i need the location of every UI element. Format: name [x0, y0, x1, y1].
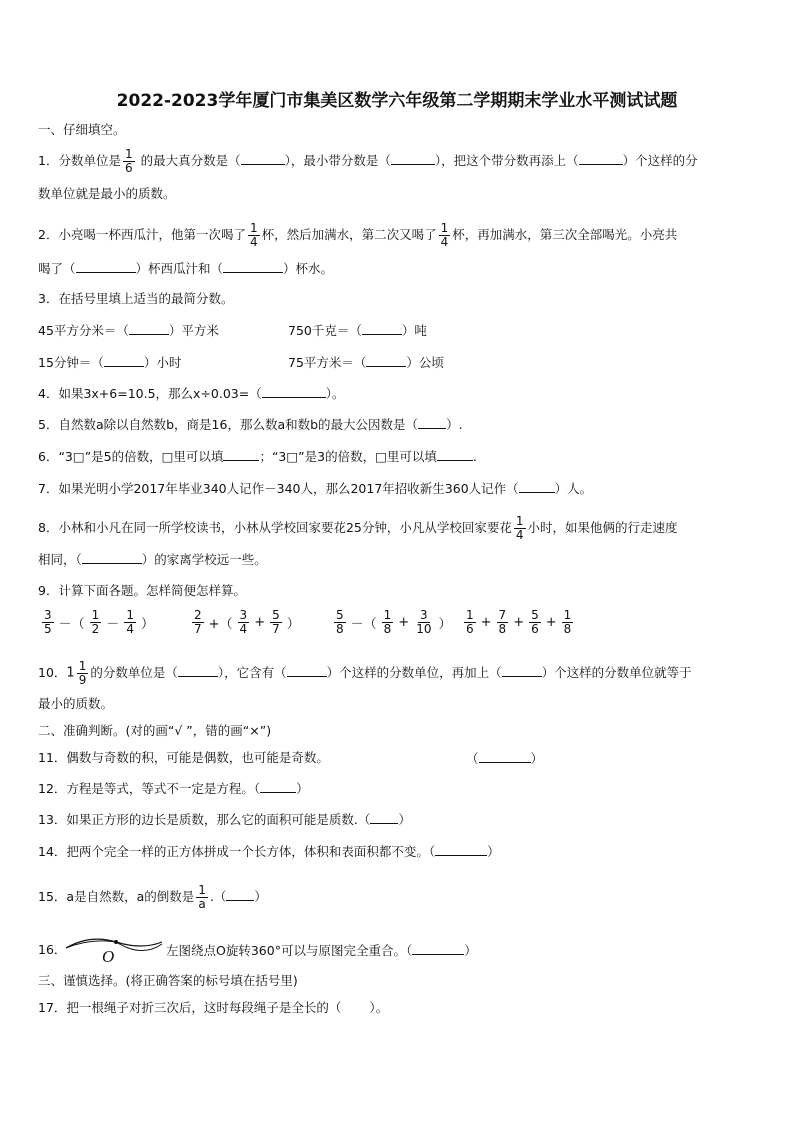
calc-expression-1: $\frac{3}{5}$ －（ $\frac{1}{2}$ － $\frac{1}{4}$ ）	[44, 608, 154, 636]
answer-blank[interactable]	[366, 354, 406, 367]
answer-blank[interactable]	[76, 260, 136, 273]
answer-blank[interactable]	[502, 664, 542, 677]
answer-blank[interactable]	[418, 416, 446, 429]
fraction: $\frac{1}{4}$	[440, 221, 449, 249]
answer-blank[interactable]	[260, 780, 296, 793]
answer-blank[interactable]	[435, 843, 487, 856]
question-10: 10．1 $\frac{1}{9}$ 的分数单位是（ ），它含有（ ）个这样的分数单位，再加上（ ）个这样的分数单位就等于	[38, 659, 692, 687]
page-title: 2022-2023学年厦门市集美区数学六年级第二学期期末学业水平测试试题	[116, 91, 678, 111]
calc-expression-3: $\frac{5}{8}$ －（ $\frac{1}{8}$ + $\frac{3}{10}$ ）	[336, 608, 452, 636]
question-11-answer: （ ）	[466, 751, 544, 766]
section-1-heading: 一、仔细填空。	[38, 122, 126, 137]
question-16-number: 16．	[38, 942, 67, 957]
answer-blank[interactable]	[129, 322, 169, 335]
answer-blank[interactable]	[479, 750, 531, 763]
answer-blank[interactable]	[437, 448, 473, 461]
question-1: 1．分数单位是 $\frac{1}{6}$ 的最大真分数是（ ），最小带分数是（ ），把这个带分数再添上（ ）个这样的分	[38, 147, 698, 175]
question-7: 7．如果光明小学2017年毕业340人记作－340人，那么2017年招收新生360人记作（ ）人。	[38, 481, 593, 496]
answer-blank[interactable]	[412, 942, 464, 955]
question-2-cont: 喝了（ ）杯西瓜汁和（ ）杯水。	[38, 261, 334, 276]
answer-blank[interactable]	[287, 664, 327, 677]
question-2: 2．小亮喝一杯西瓜汁，他第一次喝了 $\frac{1}{4}$ 杯，然后加满水，第二次又喝了 $\frac{1}{4}$ 杯，再加满水，第三次全部喝光。小亮共	[38, 221, 678, 249]
answer-blank[interactable]	[223, 448, 259, 461]
fraction: $\frac{1}{6}$	[124, 147, 133, 175]
section-2-heading: 二、准确判断。(对的画“√ ”，错的画“×”)	[38, 723, 272, 738]
question-5: 5．自然数a除以自然数b，商是16，那么数a和数b的最大公因数是（ ）.	[38, 417, 463, 432]
answer-blank[interactable]	[579, 152, 623, 165]
answer-blank[interactable]	[262, 385, 326, 398]
fraction: $\frac{1}{4}$	[249, 221, 258, 249]
question-6: 6．“3□”是5的倍数，□里可以填 ；“3□”是3的倍数，□里可以填 .	[38, 449, 477, 464]
point-o-label: O	[102, 947, 115, 966]
calc-expression-2: $\frac{2}{7}$ +（ $\frac{3}{4}$ + $\frac{5}{7}$ ）	[194, 608, 300, 636]
question-3: 3．在括号里填上适当的最简分数。	[38, 291, 234, 306]
question-8: 8．小林和小凡在同一所学校读书，小林从学校回家要花25分钟，小凡从学校回家要花 $\frac{1}{4}$ 小时，如果他俩的行走速度	[38, 514, 678, 542]
question-3-row-1b: 750千克＝（ ）吨	[288, 323, 427, 338]
answer-blank[interactable]	[104, 354, 144, 367]
answer-blank[interactable]	[519, 480, 555, 493]
rotation-figure	[62, 930, 166, 966]
question-4: 4．如果3x+6=10.5，那么x÷0.03=（ ）。	[38, 386, 345, 401]
question-16: 左图绕点O旋转360°可以与原图完全重合。（ ）	[166, 943, 477, 958]
answer-blank[interactable]	[223, 260, 283, 273]
question-3-row-2: 15分钟＝（ ）小时	[38, 355, 182, 370]
answer-blank[interactable]	[241, 152, 285, 165]
question-17: 17．把一根绳子对折三次后，这时每段绳子是全长的（ ）。	[38, 1000, 389, 1015]
fraction: $\frac{1}{4}$	[515, 514, 524, 542]
question-13: 13．如果正方形的边长是质数，那么它的面积可能是质数.（ ）	[38, 812, 411, 827]
answer-blank[interactable]	[178, 664, 218, 677]
calc-expression-4: $\frac{1}{6}$ + $\frac{7}{8}$ + $\frac{5}{6}$ + $\frac{1}{8}$	[466, 608, 572, 636]
question-8-cont: 相同，（ ）的家离学校远一些。	[38, 552, 267, 567]
question-11: 11．偶数与奇数的积，可能是偶数，也可能是奇数。	[38, 750, 329, 765]
answer-blank[interactable]	[82, 551, 142, 564]
question-3-row-1: 45平方分米＝（ ）平方米	[38, 323, 219, 338]
question-15: 15．a是自然数，a的倒数是 $\frac{1}{a}$ .（ ）	[38, 883, 267, 911]
question-14: 14．把两个完全一样的正方体拼成一个长方体，体积和表面积都不变。（ ）	[38, 844, 500, 859]
center-point	[114, 940, 118, 944]
question-3-row-2b: 75平方米＝（ ）公顷	[288, 355, 444, 370]
answer-blank[interactable]	[226, 888, 254, 901]
answer-blank[interactable]	[362, 322, 402, 335]
question-12: 12．方程是等式，等式不一定是方程。（ ）	[38, 781, 309, 796]
question-1-cont: 数单位就是最小的质数。	[38, 186, 176, 201]
section-3-heading: 三、谨慎选择。(将正确答案的标号填在括号里)	[38, 973, 298, 988]
question-9: 9．计算下面各题。怎样简便怎样算。	[38, 583, 246, 598]
answer-blank[interactable]	[391, 152, 435, 165]
question-10-cont: 最小的质数。	[38, 696, 114, 711]
answer-blank[interactable]	[370, 811, 398, 824]
